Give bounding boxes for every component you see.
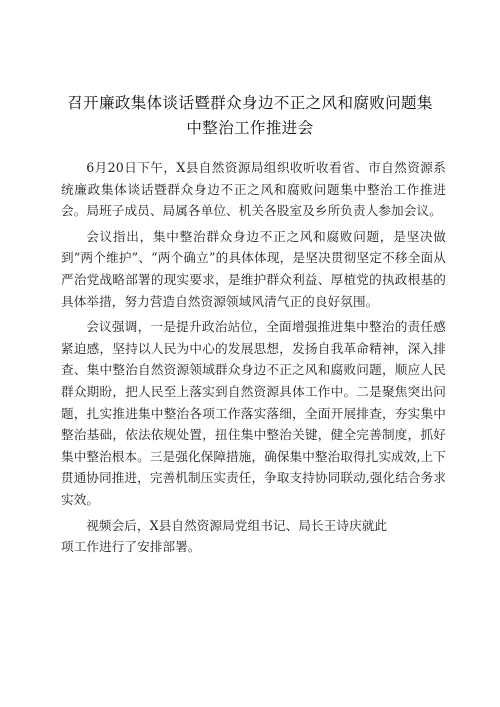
paragraph-2: 会议指出，集中整治群众身边不正之风和腐败问题，是坚决做到“两个维护”、“两个确立”的具体体现，是坚决贯彻坚定不移全面从严治党战略部署的现实要求，是维护群众利益、厚植党的执政根基的具体举措，努力营造自然资源领域风清气正的良好氛围。 <box>61 228 446 309</box>
closing-line-1: 视频会后，X县自然资源局党组书记、局长王诗庆就此 <box>86 517 388 533</box>
paragraph-3: 会议强调，一是提升政治站位，全面增强推进集中整治的责任感紧迫感，坚持以人民为中心的发展思想，发扬自我革命精神，深入排查、集中整治自然资源领域群众身边不正之风和腐败问题，顺应人民群众期盼，把人民至上落实到自然资源具体工作中。二是聚焦突出问题，扎实推进集中整治各项工作落实落细，全面开展排查，夯实集中整治基础，依法依规处置，扭住集中整治关键，健全完善制度，抓好集中整治根本。三是强化保障措施，确保集中整治取得扎实成效,上下贯通协同推进，完善机制压实责任，争取支持协同联动,强化结合务求实效。 <box>61 319 446 507</box>
paragraph-closing <box>61 515 446 558</box>
document-title-line-2: 中整治工作推进会 <box>186 119 314 137</box>
closing-line-2: 项工作进行了安排部署。 <box>61 539 201 555</box>
document-body <box>61 157 446 558</box>
paragraph-1: 6月20日下午，X县自然资源局组织收听收看省、市自然资源系统廉政集体谈话暨群众身边不正之风和腐败问题集中整治工作推进会。局班子成员、局属各单位、机关各股室及乡所负责人参加会议。 <box>61 160 446 219</box>
document-title-line-1: 召开廉政集体谈话暨群众身边不正之风和腐败问题集 <box>67 94 433 112</box>
